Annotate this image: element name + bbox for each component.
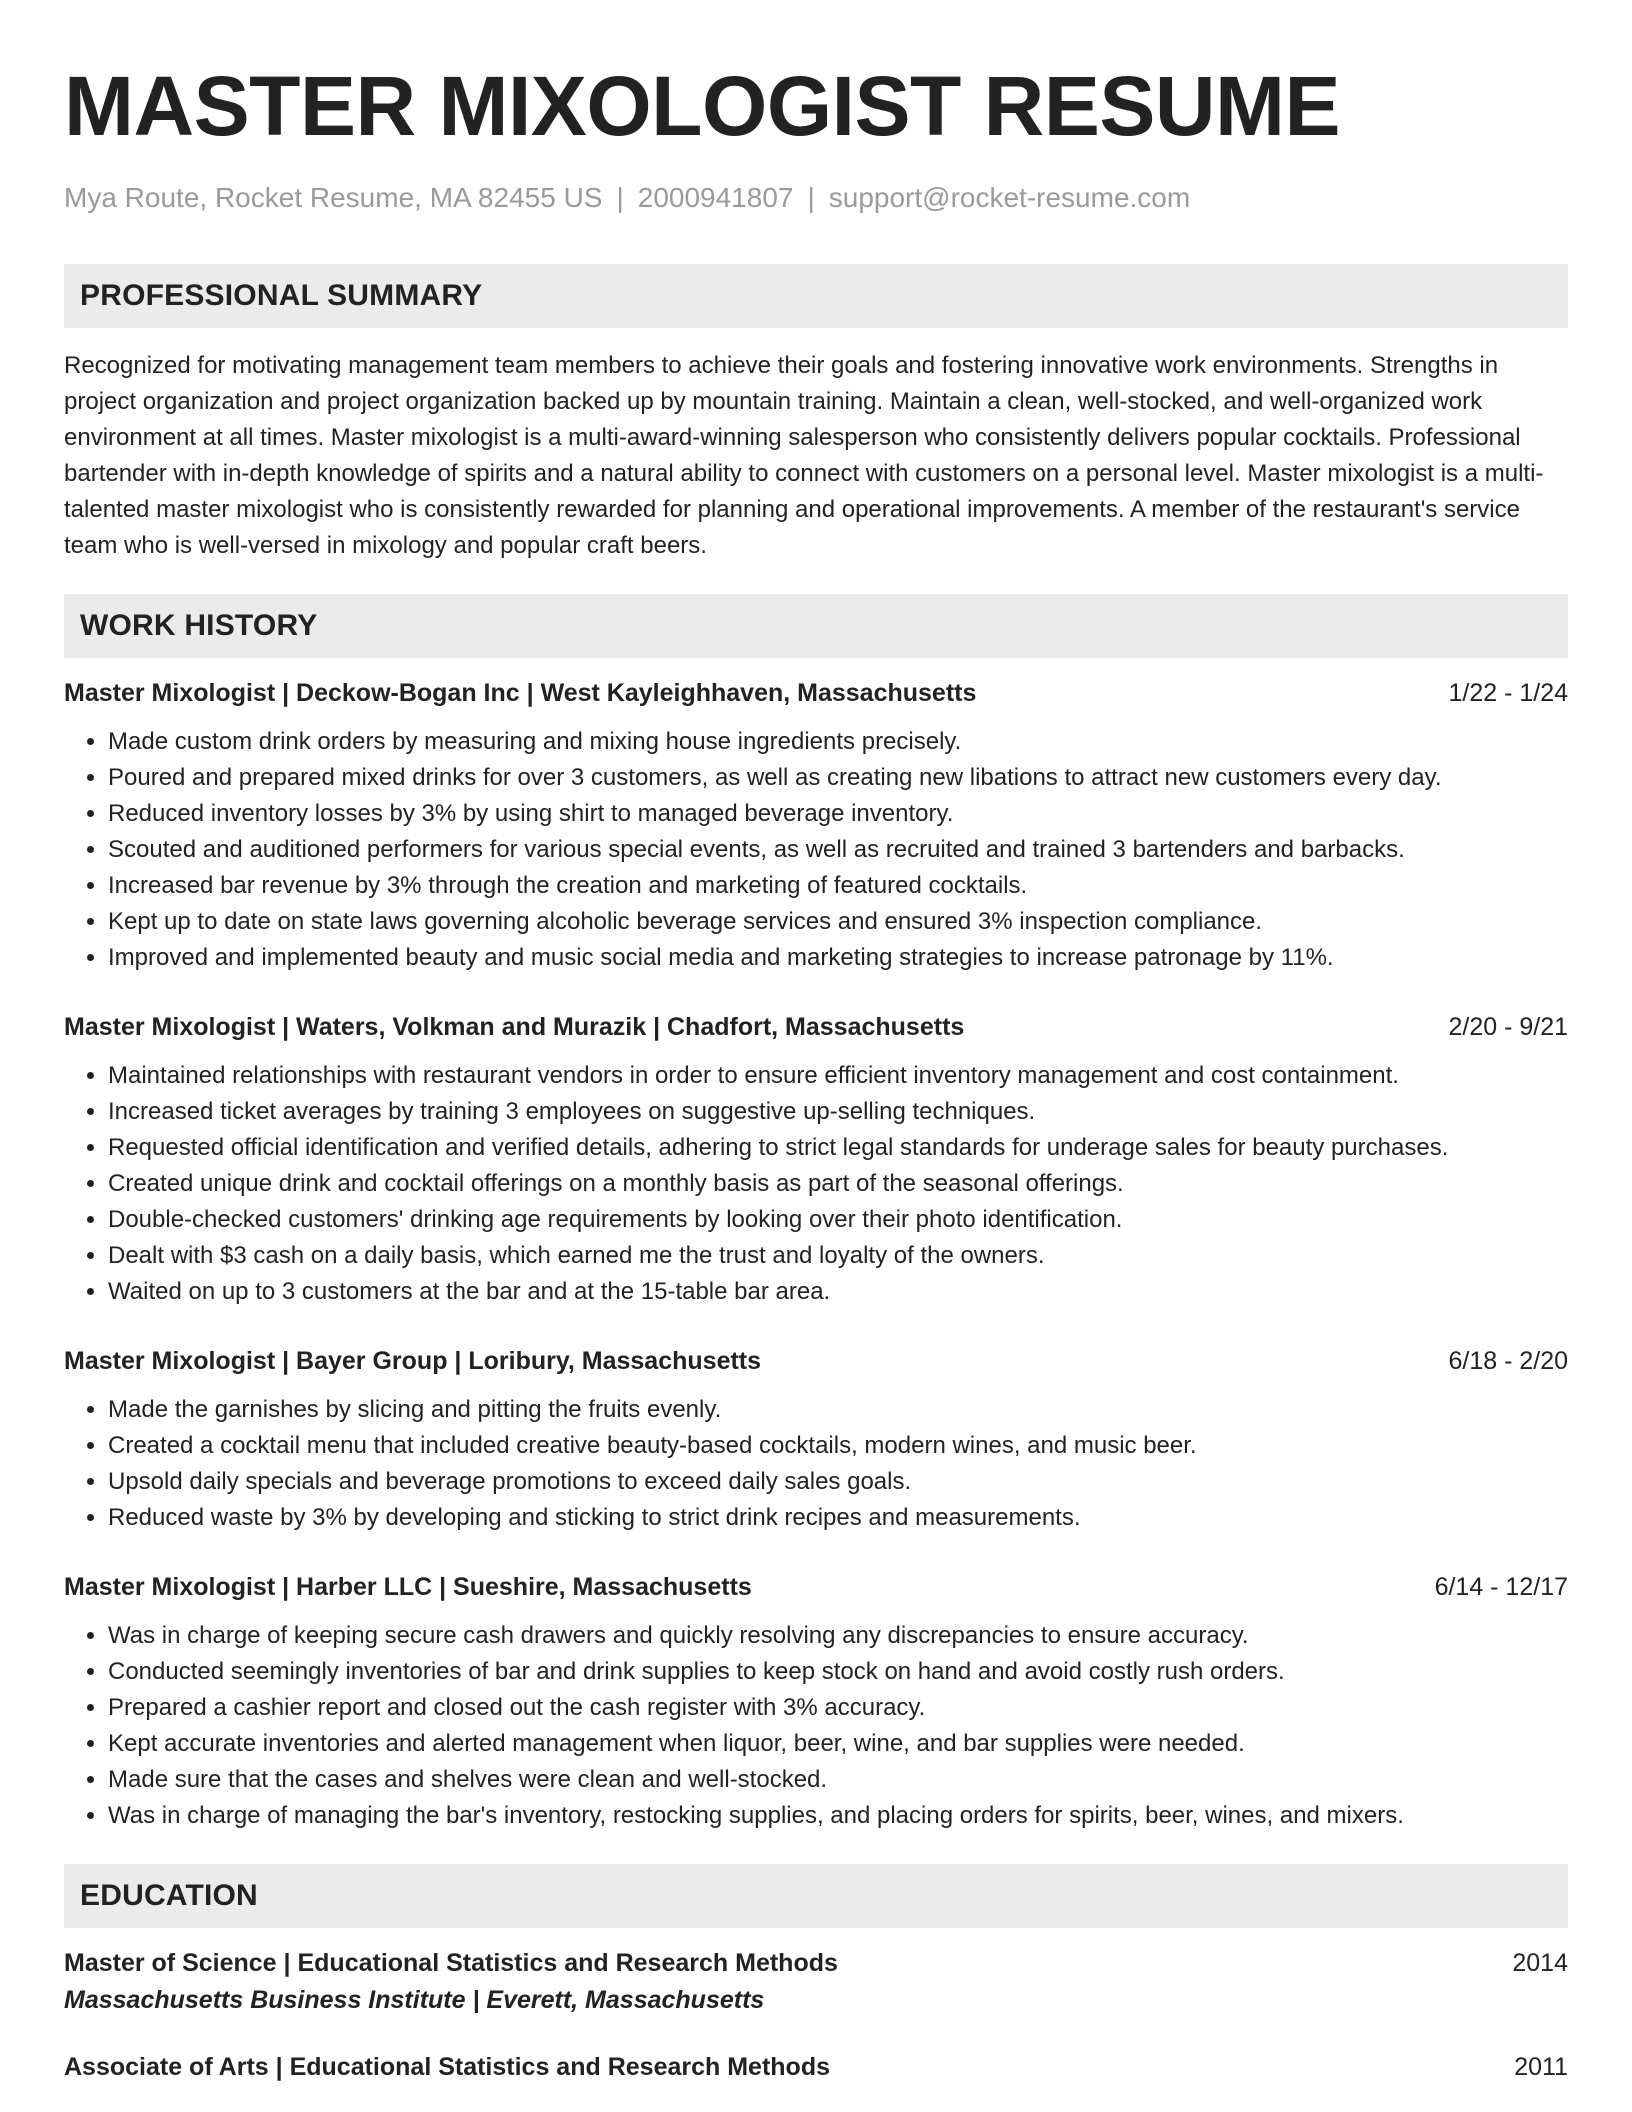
degree-year: 2014 xyxy=(1512,1949,1568,1977)
job-bullet: • Poured and prepared mixed drinks for over 3 customers, as well as creating new libations to attract new customers every day. xyxy=(108,760,1568,796)
job-bullet: • Created unique drink and cocktail offerings on a monthly basis as part of the seasonal offerings. xyxy=(108,1166,1568,1202)
degree-year: 2011 xyxy=(1514,2053,1568,2081)
job-bullet: • Kept up to date on state laws governing alcoholic beverage services and ensured 3% inspection compliance. xyxy=(108,904,1568,940)
degree-title: Master of Science | Educational Statistics and Research Methods xyxy=(64,1949,838,1977)
contact-phone: 2000941807 xyxy=(637,182,794,213)
job-bullet: • Conducted seemingly inventories of bar and drink supplies to keep stock on hand and avoid costly rush orders. xyxy=(108,1654,1568,1690)
job-bullet: • Made sure that the cases and shelves were clean and well-stocked. xyxy=(108,1762,1568,1798)
job-dates: 6/18 - 2/20 xyxy=(1448,1347,1568,1375)
job-bullet: • Dealt with $3 cash on a daily basis, which earned me the trust and loyalty of the owners. xyxy=(108,1238,1568,1274)
job-bullet: • Requested official identification and verified details, adhering to strict legal standards for underage sales for beauty purchases. xyxy=(108,1130,1568,1166)
degree-title: Associate of Arts | Educational Statistics and Research Methods xyxy=(64,2053,830,2081)
job-dates: 2/20 - 9/21 xyxy=(1448,1013,1568,1041)
section-heading-work-history: WORK HISTORY xyxy=(64,594,1568,658)
contact-address: Mya Route, Rocket Resume, MA 82455 US xyxy=(64,182,603,213)
job-bullet-list xyxy=(64,1058,1568,1310)
job-bullet: • Double-checked customers' drinking age requirements by looking over their photo identification. xyxy=(108,1202,1568,1238)
education-entry xyxy=(64,2050,1568,2084)
job-bullet: • Waited on up to 3 customers at the bar and at the 15-table bar area. xyxy=(108,1274,1568,1310)
job-title: Master Mixologist | Waters, Volkman and Murazik | Chadfort, Massachusetts xyxy=(64,1013,965,1041)
school-name: Massachusetts Business Institute | Everett, Massachusetts xyxy=(64,1986,765,2014)
job-bullet: • Upsold daily specials and beverage promotions to exceed daily sales goals. xyxy=(108,1464,1568,1500)
job-bullet: • Reduced inventory losses by 3% by using shirt to managed beverage inventory. xyxy=(108,796,1568,832)
job-entry xyxy=(64,676,1568,976)
education-entry xyxy=(64,1946,1568,2020)
job-entry xyxy=(64,1570,1568,1834)
job-bullet-list xyxy=(64,1618,1568,1834)
job-bullet-list xyxy=(64,724,1568,976)
contact-line xyxy=(64,180,1568,216)
job-bullet: • Improved and implemented beauty and music social media and marketing strategies to increase patronage by 11%. xyxy=(108,940,1568,976)
job-bullet: • Was in charge of keeping secure cash drawers and quickly resolving any discrepancies to ensure accuracy. xyxy=(108,1618,1568,1654)
job-header xyxy=(64,1344,1568,1378)
job-title: Master Mixologist | Deckow-Bogan Inc | West Kayleighhaven, Massachusetts xyxy=(64,679,977,707)
job-bullet-list xyxy=(64,1392,1568,1536)
job-bullet: • Made custom drink orders by measuring and mixing house ingredients precisely. xyxy=(108,724,1568,760)
resume-title: MASTER MIXOLOGIST RESUME xyxy=(64,59,1341,153)
job-bullet: • Scouted and auditioned performers for various special events, as well as recruited and trained 3 bartenders and barbacks. xyxy=(108,832,1568,868)
job-bullet: • Kept accurate inventories and alerted management when liquor, beer, wine, and bar supplies were needed. xyxy=(108,1726,1568,1762)
summary-text: Recognized for motivating management team members to achieve their goals and fostering innovative work environments. Strengths in project organization and project organization backed up by mountain training. Maintain a clean, well-stocked, and well-organized work environment at all times. Master mixologist is a multi-award-winning salesperson who consistently delivers popular cocktails. Professional bartender with in-depth knowledge of spirits and a natural ability to connect with customers on a personal level. Master mixologist is a multi-talented master mixologist who is consistently rewarded for planning and operational improvements. A member of the restaurant's service team who is well-versed in mixology and popular craft beers. xyxy=(64,352,1544,559)
work-history-list xyxy=(64,676,1568,1834)
education-header xyxy=(64,2050,1568,2084)
job-bullet: • Created a cocktail menu that included creative beauty-based cocktails, modern wines, and music beer. xyxy=(108,1428,1568,1464)
education-header xyxy=(64,1946,1568,1980)
job-title: Master Mixologist | Bayer Group | Loribury, Massachusetts xyxy=(64,1347,762,1375)
job-header xyxy=(64,1010,1568,1044)
job-bullet: • Was in charge of managing the bar's inventory, restocking supplies, and placing orders for spirits, beer, wines, and mixers. xyxy=(108,1798,1568,1834)
job-header xyxy=(64,1570,1568,1604)
job-entry xyxy=(64,1344,1568,1536)
job-title: Master Mixologist | Harber LLC | Sueshire, Massachusetts xyxy=(64,1573,752,1601)
job-dates: 6/14 - 12/17 xyxy=(1434,1573,1568,1601)
job-entry xyxy=(64,1010,1568,1310)
job-header xyxy=(64,676,1568,710)
job-bullet: • Prepared a cashier report and closed out the cash register with 3% accuracy. xyxy=(108,1690,1568,1726)
contact-separator: | xyxy=(807,182,815,213)
contact-separator: | xyxy=(616,182,624,213)
section-heading-education: EDUCATION xyxy=(64,1864,1568,1928)
job-bullet: • Reduced waste by 3% by developing and sticking to strict drink recipes and measurements. xyxy=(108,1500,1568,1536)
job-bullet: • Increased ticket averages by training 3 employees on suggestive up-selling techniques. xyxy=(108,1094,1568,1130)
job-dates: 1/22 - 1/24 xyxy=(1448,679,1568,707)
job-bullet: • Made the garnishes by slicing and pitting the fruits evenly. xyxy=(108,1392,1568,1428)
section-heading-summary: PROFESSIONAL SUMMARY xyxy=(64,264,1568,328)
job-bullet: • Increased bar revenue by 3% through the creation and marketing of featured cocktails. xyxy=(108,868,1568,904)
job-bullet: • Maintained relationships with restaurant vendors in order to ensure efficient inventory management and cost containment. xyxy=(108,1058,1568,1094)
contact-email[interactable]: support@rocket-resume.com xyxy=(828,182,1191,213)
education-list xyxy=(64,1946,1568,2084)
